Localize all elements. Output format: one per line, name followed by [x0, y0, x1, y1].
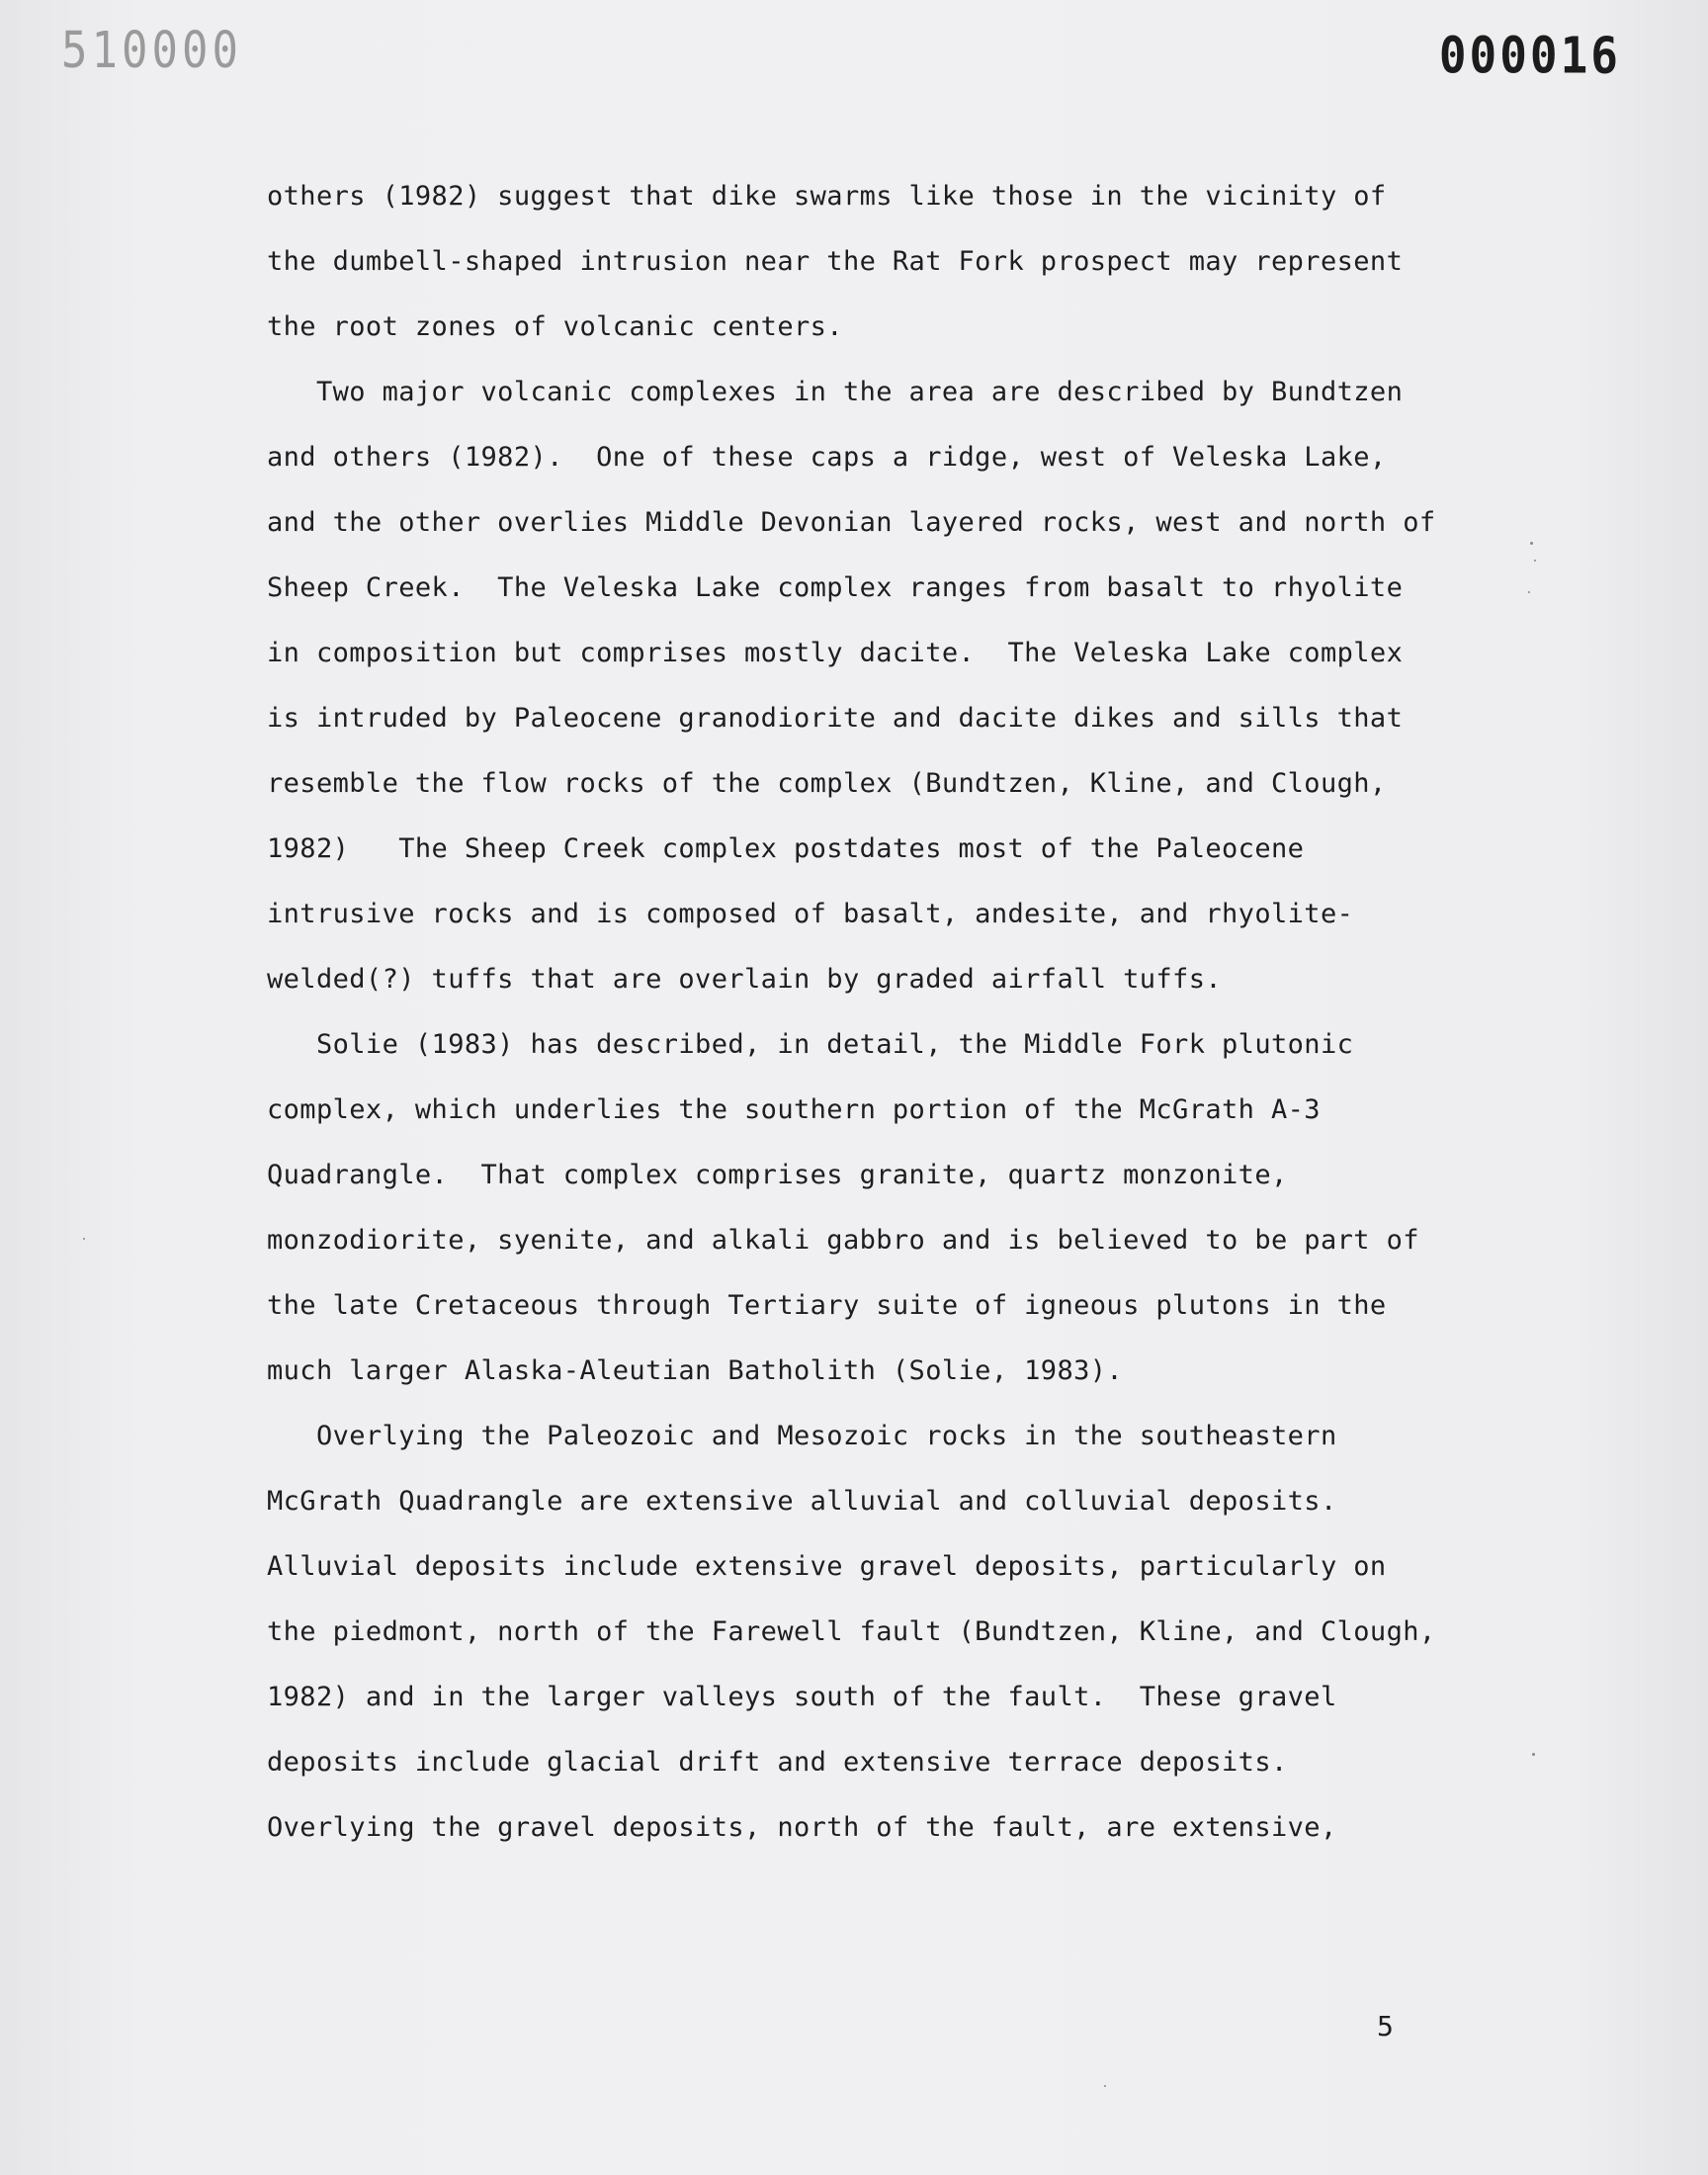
text-line: Quadrangle. That complex comprises granite, quartz monzonite,	[267, 1160, 1288, 1190]
text-line: intrusive rocks and is composed of basalt, andesite, and rhyolite-	[267, 899, 1354, 929]
text-line: Sheep Creek. The Veleska Lake complex ranges from basalt to rhyolite	[267, 572, 1404, 603]
text-line: the root zones of volcanic centers.	[267, 311, 843, 342]
body-text	[267, 164, 1502, 1861]
text-line: 1982) The Sheep Creek complex postdates most of the Paleocene	[267, 833, 1305, 864]
scan-speck	[1532, 1753, 1535, 1756]
scan-speck	[1528, 591, 1530, 593]
scan-speck	[1534, 560, 1536, 562]
text-line: Alluvial deposits include extensive gravel deposits, particularly on	[267, 1551, 1387, 1582]
page-number: 5	[1377, 2010, 1394, 2043]
text-line: 1982) and in the larger valleys south of the fault. These gravel	[267, 1682, 1337, 1712]
text-line: Two major volcanic complexes in the area are described by Bundtzen	[267, 377, 1404, 407]
text-line: and others (1982). One of these caps a ridge, west of Veleska Lake,	[267, 442, 1387, 473]
text-line: others (1982) suggest that dike swarms like those in the vicinity of	[267, 181, 1387, 212]
text-line: complex, which underlies the southern portion of the McGrath A-3	[267, 1094, 1321, 1125]
text-line: McGrath Quadrangle are extensive alluvial and colluvial deposits.	[267, 1486, 1337, 1517]
text-line: Overlying the Paleozoic and Mesozoic rocks in the southeastern	[267, 1421, 1337, 1451]
text-line: Overlying the gravel deposits, north of the fault, are extensive,	[267, 1812, 1337, 1843]
text-line: and the other overlies Middle Devonian layered rocks, west and north of	[267, 507, 1436, 538]
text-line: resemble the flow rocks of the complex (Bundtzen, Kline, and Clough,	[267, 768, 1387, 799]
text-line: in composition but comprises mostly dacite. The Veleska Lake complex	[267, 638, 1404, 668]
scan-speck	[1530, 542, 1533, 545]
text-line: the dumbell-shaped intrusion near the Rat Fork prospect may represent	[267, 246, 1404, 277]
scan-speck	[1104, 2085, 1106, 2087]
text-line: monzodiorite, syenite, and alkali gabbro and is believed to be part of	[267, 1225, 1419, 1256]
text-line: is intruded by Paleocene granodiorite and dacite dikes and sills that	[267, 703, 1404, 734]
text-line: the piedmont, north of the Farewell fault (Bundtzen, Kline, and Clough,	[267, 1616, 1436, 1647]
text-line: deposits include glacial drift and extensive terrace deposits.	[267, 1747, 1288, 1778]
text-line: the late Cretaceous through Tertiary suite of igneous plutons in the	[267, 1290, 1387, 1321]
archive-stamp-left: 510000	[61, 22, 242, 80]
scan-speck	[83, 1238, 85, 1240]
text-line: much larger Alaska-Aleutian Batholith (Solie, 1983).	[267, 1355, 1124, 1386]
text-line: welded(?) tuffs that are overlain by graded airfall tuffs.	[267, 964, 1223, 995]
text-line: Solie (1983) has described, in detail, the Middle Fork plutonic	[267, 1029, 1354, 1060]
archive-stamp-right: 000016	[1438, 26, 1621, 85]
